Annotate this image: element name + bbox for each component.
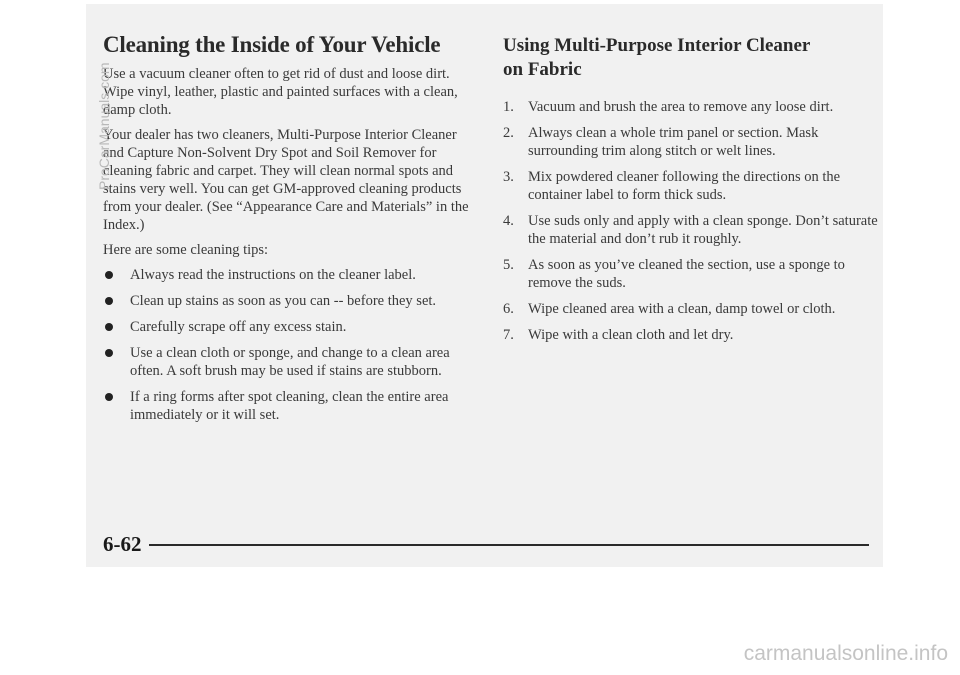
right-column bbox=[503, 34, 883, 352]
step-number: 7. bbox=[503, 327, 514, 343]
step-number: 1. bbox=[503, 99, 514, 115]
bullet-icon bbox=[105, 323, 113, 331]
step-number: 4. bbox=[503, 213, 514, 229]
list-item bbox=[503, 168, 883, 204]
tip-text: Always read the instructions on the cleaner label. bbox=[130, 267, 416, 283]
step-number: 3. bbox=[503, 169, 514, 185]
cleaning-tips-list bbox=[103, 266, 475, 424]
tip-text: Carefully scrape off any excess stain. bbox=[130, 319, 347, 335]
step-text: Mix powdered cleaner following the directions on the container label to form thick suds. bbox=[528, 169, 841, 203]
page-footer bbox=[103, 530, 869, 560]
list-item bbox=[503, 212, 883, 248]
list-item bbox=[103, 388, 475, 424]
list-item bbox=[503, 124, 883, 160]
list-item bbox=[503, 98, 883, 116]
step-number: 2. bbox=[503, 125, 514, 141]
list-item bbox=[503, 326, 883, 344]
step-number: 5. bbox=[503, 257, 514, 273]
intro-paragraph: Use a vacuum cleaner often to get rid of dust and loose dirt. Wipe vinyl, leather, plastic and painted surfaces with a clean, damp cloth. bbox=[103, 66, 458, 118]
left-column bbox=[103, 30, 475, 432]
tip-text: Clean up stains as soon as you can -- before they set. bbox=[130, 293, 437, 309]
tips-lead-in: Here are some cleaning tips: bbox=[103, 242, 269, 258]
list-item bbox=[103, 318, 475, 336]
bullet-icon bbox=[105, 271, 113, 279]
bullet-icon bbox=[105, 393, 113, 401]
subsection-title: Using Multi-Purpose Interior Cleaner on Fabric bbox=[503, 35, 810, 80]
list-item bbox=[103, 292, 475, 310]
cleaning-steps-list bbox=[503, 98, 883, 344]
bullet-icon bbox=[105, 297, 113, 305]
list-item bbox=[103, 266, 475, 284]
side-watermark: ProCarManuals.com bbox=[96, 62, 112, 190]
page-number: 6-62 bbox=[103, 532, 142, 556]
dealer-cleaners-paragraph: Your dealer has two cleaners, Multi-Purpose Interior Cleaner and Capture Non-Solvent Dry Spot and Soil Remover for cleaning fabric and carpet. They will clean normal spots and stains very well. You can get GM-approved cleaning products from your dealer. (See “Appearance Care and Materials” in the Index.) bbox=[103, 127, 469, 233]
list-item bbox=[503, 256, 883, 292]
step-text: As soon as you’ve cleaned the section, use a sponge to remove the suds. bbox=[528, 257, 845, 291]
list-item bbox=[503, 300, 883, 318]
step-text: Use suds only and apply with a clean sponge. Don’t saturate the material and don’t rub it roughly. bbox=[528, 213, 878, 247]
bullet-icon bbox=[105, 349, 113, 357]
step-text: Wipe with a clean cloth and let dry. bbox=[528, 327, 734, 343]
step-text: Wipe cleaned area with a clean, damp towel or cloth. bbox=[528, 301, 836, 317]
step-text: Vacuum and brush the area to remove any loose dirt. bbox=[528, 99, 834, 115]
step-text: Always clean a whole trim panel or section. Mask surrounding trim along stitch or welt lines. bbox=[528, 125, 819, 159]
bottom-watermark: carmanualsonline.info bbox=[743, 642, 948, 665]
tip-text: If a ring forms after spot cleaning, clean the entire area immediately or it will set. bbox=[130, 389, 449, 423]
step-number: 6. bbox=[503, 301, 514, 317]
section-title: Cleaning the Inside of Your Vehicle bbox=[103, 32, 441, 57]
footer-rule bbox=[149, 544, 869, 546]
tip-text: Use a clean cloth or sponge, and change to a clean area often. A soft brush may be used if stains are stubborn. bbox=[130, 345, 450, 379]
list-item bbox=[103, 344, 475, 380]
